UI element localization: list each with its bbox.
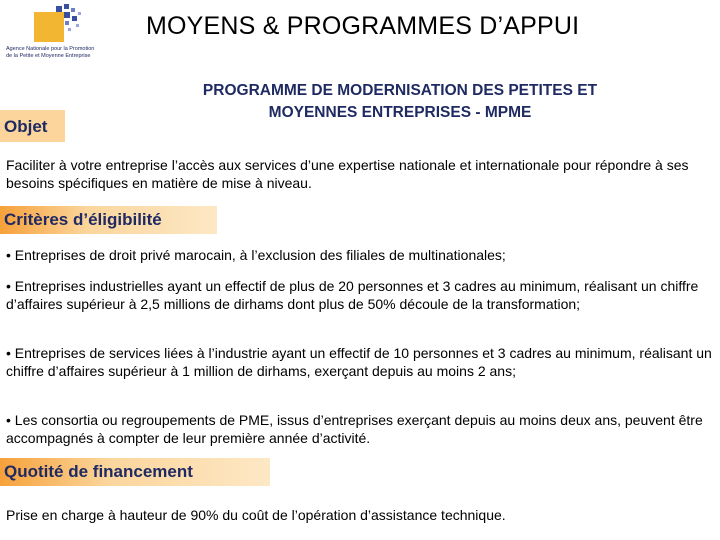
program-title: PROGRAMME DE MODERNISATION DES PETITES ET MOYENNES ENTREPRISES - MPME [202, 82, 598, 121]
logo-text [6, 46, 116, 60]
agency-logo [6, 4, 106, 66]
objet-text: Faciliter à votre entreprise l’accès aux services d’une expertise nationale et internationale pour répondre à ses besoins spécifiques en matière de mise à niveau. [6, 157, 689, 191]
section-label-quotite: Quotité de financement [0, 458, 270, 486]
section-label-criteres: Critères d’éligibilité [0, 206, 217, 234]
logo-text-line2: de la Petite et Moyenne Entreprise [6, 53, 91, 59]
quotite-text: Prise en charge à hauteur de 90% du coût de l’opération d’assistance technique. [6, 507, 506, 523]
criteria-item: • Les consortia ou regroupements de PME, issus d’entreprises exerçant depuis au moins deux ans, peuvent être accompagnés à compter de leur première année d’activité. [6, 412, 703, 446]
logo-mark-icon [34, 4, 84, 46]
criteria-item: • Entreprises de services liées à l’industrie ayant un effectif de 10 personnes et 3 cadres au minimum, réalisant un chiffre d’affaires supérieur à 1 million de dirhams, exerçant depuis au moins 2 ans; [6, 345, 712, 379]
section-label-objet: Objet [0, 110, 65, 142]
criteria-item: • Entreprises de droit privé marocain, à l’exclusion des filiales de multinationales; [6, 247, 506, 263]
page-title: MOYENS & PROGRAMMES D’APPUI [146, 12, 580, 40]
logo-text-line1: Agence Nationale pour la Promotion [6, 46, 95, 52]
criteria-item: • Entreprises industrielles ayant un effectif de plus de 20 personnes et 3 cadres au minimum, réalisant un chiffre d’affaires supérieur à 2,5 millions de dirhams dont plus de 50% découle de la transformation; [6, 278, 699, 312]
